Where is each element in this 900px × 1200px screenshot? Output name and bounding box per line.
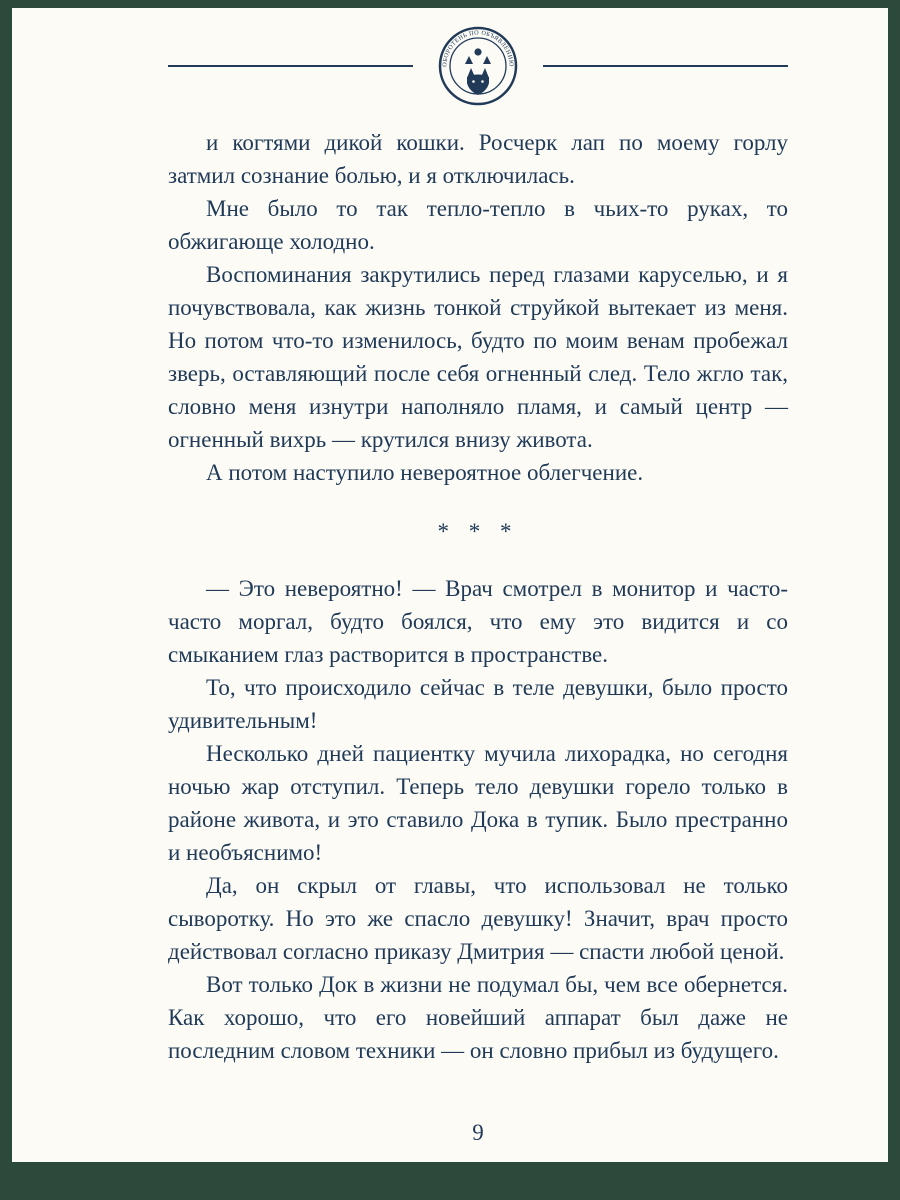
page-number: 9 xyxy=(472,1120,484,1145)
paragraph: То, что происходило сейчас в теле девушки, было просто удивительным! xyxy=(168,675,788,733)
paragraph: Воспоминания закрутились перед глазами каруселью, и я почувствовала, как жизнь тонкой струйкой вытекает из меня. Но потом что-то изменилось, будто по моим венам пробежал зверь, оставляющий после себя огненный след. Тело жгло так, словно меня изнутри наполняло пламя, и самый центр — огненный вихрь — крутился внизу живота. xyxy=(168,262,788,452)
header-rule-left xyxy=(168,65,413,67)
pine-tree-icon xyxy=(465,56,473,64)
header-rule-right xyxy=(543,65,788,67)
paragraph: Мне было то так тепло-тепло в чьих-то руках, то обжигающе холодно. xyxy=(168,196,788,254)
publisher-emblem xyxy=(438,26,518,106)
wolf-head-icon xyxy=(467,68,489,95)
pine-tree-icon xyxy=(483,56,491,64)
paragraph: Несколько дней пациентку мучила лихорадка, но сегодня ночью жар отступил. Теперь тело девушки горело только в районе живота, и это ставило Дока в тупик. Было престранно и необъяснимо! xyxy=(168,741,788,865)
werewolf-emblem-icon xyxy=(438,26,518,106)
scene-separator: * * * xyxy=(437,519,519,544)
paragraph: А потом наступило невероятное облегчение. xyxy=(206,460,644,485)
emblem-text: ОБОРОТЕНЬ ПО ОБЪЯВЛЕНИЮ xyxy=(441,29,515,68)
paragraph: и когтями дикой кошки. Росчерк лап по моему горлу затмил сознание болью, и я отключилась. xyxy=(168,130,788,188)
paragraph: Вот только Док в жизни не подумал бы, чем все обернется. Как хорошо, что его новейший аппарат был даже не последним словом техники — он словно прибыл из будущего. xyxy=(168,972,788,1063)
book-page xyxy=(12,8,888,1162)
page-text xyxy=(168,126,788,1067)
emblem-text-curve xyxy=(441,29,514,67)
page-header xyxy=(168,26,788,106)
moon-icon xyxy=(474,48,481,55)
paragraph: — Это невероятно! — Врач смотрел в монитор и часто-часто моргал, будто боялся, что ему это видится и со смыканием глаз растворится в пространстве. xyxy=(168,576,788,667)
paragraph: Да, он скрыл от главы, что использовал не только сыворотку. Но это же спасло девушку! Значит, врач просто действовал согласно приказу Дмитрия — спасти любой ценой. xyxy=(168,873,788,964)
